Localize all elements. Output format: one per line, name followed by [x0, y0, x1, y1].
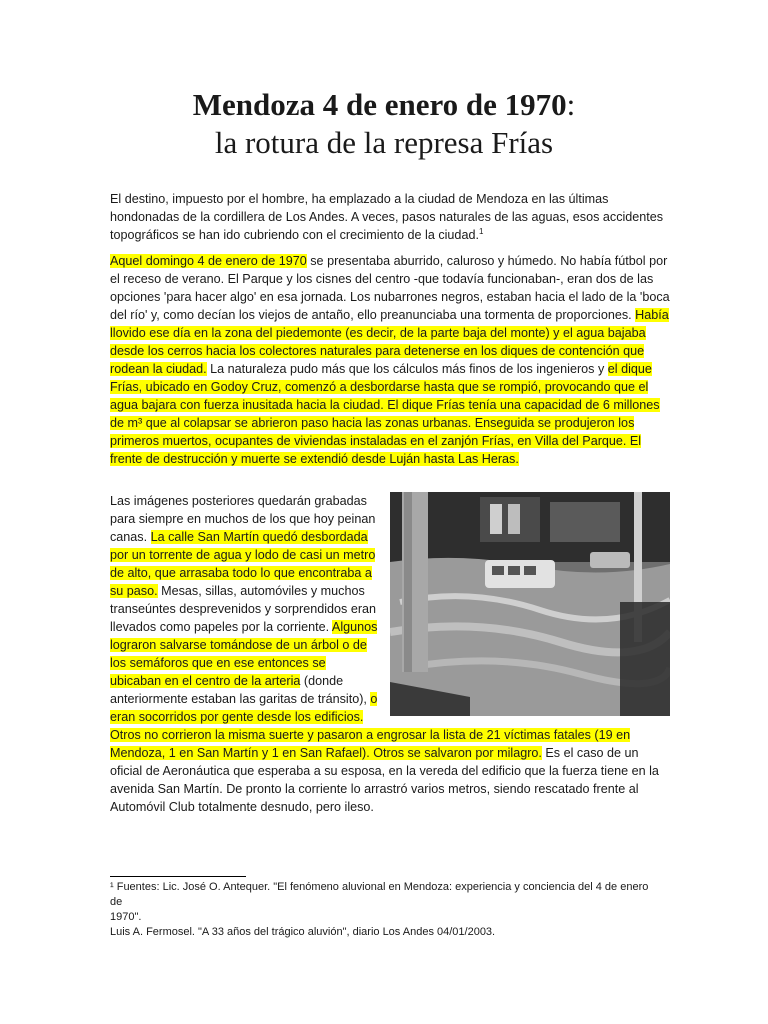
footnote-line-1: ¹ Fuentes: Lic. José O. Antequer. "El fenómeno aluvional en Mendoza: experiencia y conciencia del 4 de enero de [110, 881, 649, 908]
flood-photo-illustration [390, 492, 670, 716]
title-colon: : [566, 87, 576, 122]
highlight-victims: o eran socorridos por gente desde los edificios. Otros no corrieron la misma suerte y pasaron a engrosar la lista de 21 víctimas fatales (19 en Mendoza, 1 en San Martín y 1 en San Rafael). Otros se salvaron por milagro. [110, 692, 631, 760]
title-line-1 [0, 86, 768, 124]
footnote-separator [110, 876, 246, 877]
paragraph-aftermath-text-2: Mesas, sillas, automóviles y muchos transeúntes desprevenidos y sorprendidos eran llevados como papeles por la corriente. [110, 584, 377, 634]
footnote-line-2: 1970". [110, 911, 142, 923]
highlight-dam: el dique Frías, ubicado en Godoy Cruz, comenzó a desbordarse hasta que se rompió, provocando que el agua bajara con fuerza inusitada hacia la ciudad. El dique Frías tenía una capacidad de 6 millones de m³ que al colapsar se abrieron paso hacia las zonas urbanas. Enseguida se produjeron los primeros muertos, ocupantes de viviendas instaladas en el zanjón Frías, en Villa del Parque. El frente de destrucción y muerte se extendió desde Luján hasta Las Heras. [110, 362, 660, 466]
highlight-rain: Había llovido ese día en la zona del piedemonte (es decir, de la parte baja del monte) y el agua bajaba desde los cerros hacia los colectores naturales para detenerse en los diques de contención que rodean la ciudad. [110, 308, 669, 376]
title-line-2: la rotura de la represa Frías [214, 125, 554, 160]
title-main: Mendoza 4 de enero de 1970 [192, 87, 567, 122]
footnote-line-3: Luis A. Fermosel. "A 33 años del trágico aluvión", diario Los Andes 04/01/2003. [110, 926, 496, 938]
paragraph-event-text-1: se presentaba aburrido, caluroso y húmedo. No había fútbol por el receso de verano. El Parque y los cisnes del centro -que todavía funcionaban-, eran dos de las opciones 'para hacer algo' en esa jornada. Los nubarrones negros, estaban hacia el lado de la 'boca del río' y, como decían los viejos de antaño, ello preanunciaba una tormenta de proporciones. [110, 254, 670, 322]
footnotes [110, 880, 660, 940]
footnote-ref[interactable]: 1 [478, 226, 484, 236]
paragraph-aftermath-text-4: Es el caso de un oficial de Aeronáutica que esperaba a su esposa, en la vereda del edificio que la fuerza tiene en la avenida San Martín. De pronto la corriente lo arrastró varios metros, siendo rescatado frente al Automóvil Club totalmente desnudo, pero ileso. [110, 746, 659, 814]
document-title [0, 86, 768, 162]
paragraph-intro-text: El destino, impuesto por el hombre, ha emplazado a la ciudad de Mendoza en las últimas hondonadas de la cordillera de Los Andes. A veces, pasos naturales de las aguas, esos accidentes topográficos se han ido cubriendo con el crecimiento de la ciudad. [110, 192, 664, 242]
highlight-san-martin: La calle San Martín quedó desbordada por un torrente de agua y lodo de casi un metro de alto, que arrasaba todo lo que encontraba a su paso. [110, 530, 376, 598]
paragraph-aftermath-text-1: Las imágenes posteriores quedarán grabadas para siempre en muchos de los que hoy peinan canas. [110, 494, 376, 544]
paragraph-event-text-2: La naturaleza pudo más que los cálculos más finos de los ingenieros y [206, 362, 608, 376]
flood-photo [390, 492, 670, 716]
highlight-date: Aquel domingo 4 de enero de 1970 [110, 254, 307, 268]
paragraph-event [110, 252, 670, 468]
highlight-survivors: Algunos lograron salvarse tomándose de un árbol o de los semáforos que en ese entonces se ubicaban en el centro de la arteria [110, 620, 378, 688]
paragraph-aftermath-text-3: (donde anteriormente estaban las garitas de tránsito), [110, 674, 371, 706]
paragraph-aftermath [110, 492, 670, 816]
paragraph-intro [110, 190, 670, 244]
